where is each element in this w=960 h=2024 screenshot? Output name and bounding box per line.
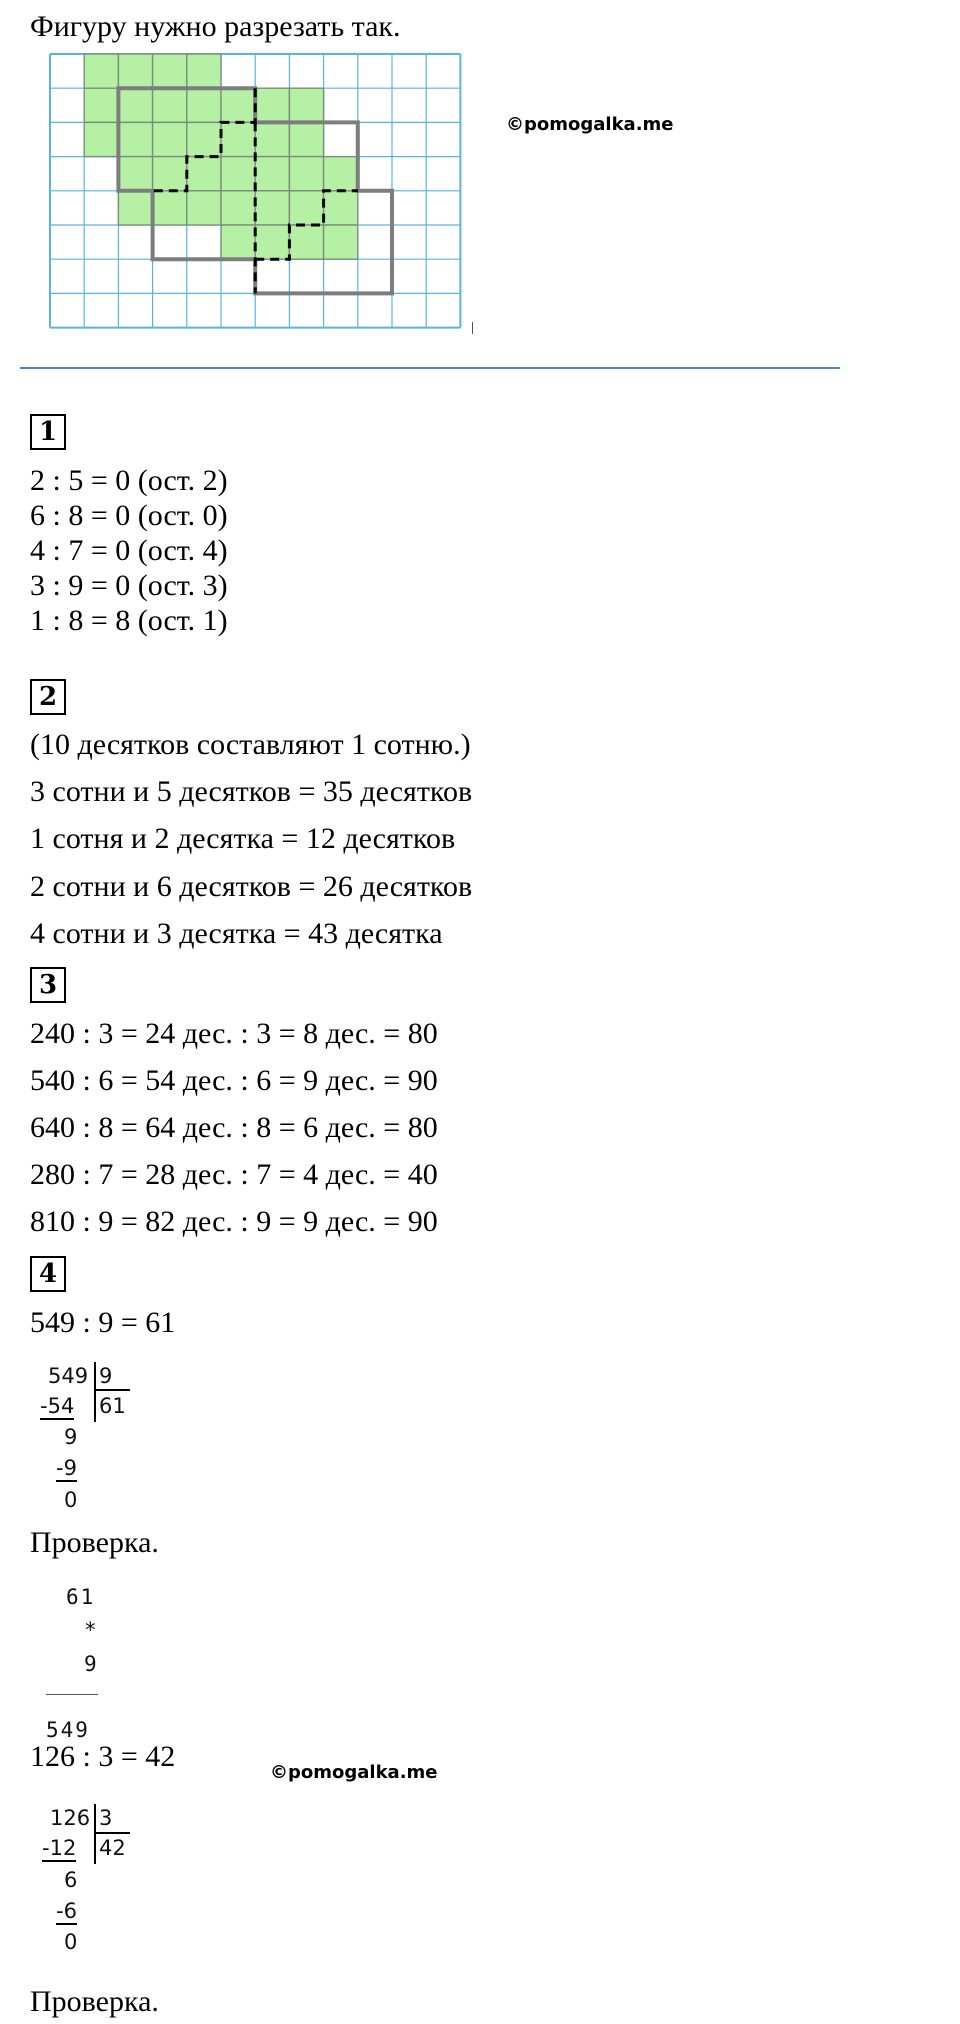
ld2-subtract-1: -12 xyxy=(42,1836,77,1860)
s1-line-1: 2 : 5 = 0 (ост. 2) xyxy=(30,464,228,497)
figure-cell xyxy=(289,88,323,122)
figure-cell xyxy=(118,157,152,191)
figure-cell xyxy=(289,191,323,225)
s1-line-4: 3 : 9 = 0 (ост. 3) xyxy=(30,569,228,602)
figure-cell xyxy=(324,225,358,259)
ld2-subtract-2: -6 xyxy=(56,1899,77,1923)
grid-figure xyxy=(48,52,468,342)
figure-cell xyxy=(153,122,187,156)
ld2-divisor-underline xyxy=(94,1832,130,1834)
watermark-top: ©pomogalka.me xyxy=(506,114,674,135)
figure-cell xyxy=(324,191,358,225)
figure-cell xyxy=(255,225,289,259)
figure-cell xyxy=(324,157,358,191)
section-number-3: 3 xyxy=(30,967,66,1003)
figure-cell xyxy=(153,191,187,225)
s2-line-1: (10 десятков составляют 1 сотню.) xyxy=(30,728,471,761)
check-operator: * xyxy=(84,1618,97,1642)
s4-check-label-1: Проверка. xyxy=(30,1526,159,1559)
figure-cell xyxy=(153,54,187,88)
s3-line-5: 810 : 9 = 82 дес. : 9 = 9 дес. = 90 xyxy=(30,1205,438,1238)
check-product: 549 xyxy=(46,1718,90,1742)
figure-cell xyxy=(255,88,289,122)
tick-mark xyxy=(472,322,473,334)
task-heading: Фигуру нужно разрезать так. xyxy=(30,10,401,43)
figure-cell xyxy=(255,191,289,225)
figure-cell xyxy=(187,54,221,88)
ld2-vertical-bar xyxy=(94,1804,96,1864)
figure-cell xyxy=(221,191,255,225)
figure-fill xyxy=(84,54,358,259)
check-factor-b: 9 xyxy=(84,1652,97,1676)
s2-line-4: 2 сотни и 6 десятков = 26 десятков xyxy=(30,870,473,903)
figure-cell xyxy=(84,88,118,122)
ld1-divisor-underline xyxy=(94,1389,130,1391)
figure-cell xyxy=(289,157,323,191)
s2-line-3: 1 сотня и 2 десятка = 12 десятков xyxy=(30,822,456,855)
figure-cell xyxy=(187,88,221,122)
s1-line-2: 6 : 8 = 0 (ост. 0) xyxy=(30,499,228,532)
s2-line-5: 4 сотни и 3 десятка = 43 десятка xyxy=(30,917,443,950)
section-number-2: 2 xyxy=(30,679,66,715)
figure-cell xyxy=(289,122,323,156)
figure-cell xyxy=(289,225,323,259)
ld1-remainder-1: 9 xyxy=(64,1425,78,1449)
ld1-quotient: 61 xyxy=(99,1394,126,1418)
s4-equation-2: 126 : 3 = 42 xyxy=(30,1740,176,1773)
ld2-remainder-1: 6 xyxy=(64,1868,78,1892)
figure-cell xyxy=(118,88,152,122)
figure-cell xyxy=(118,191,152,225)
section-number-1: 1 xyxy=(30,414,66,450)
check-line xyxy=(46,1694,98,1695)
figure-cell xyxy=(153,88,187,122)
s1-line-3: 4 : 7 = 0 (ост. 4) xyxy=(30,534,228,567)
s4-equation-1: 549 : 9 = 61 xyxy=(30,1306,176,1339)
figure-cell xyxy=(84,122,118,156)
s1-line-5: 1 : 8 = 8 (ост. 1) xyxy=(30,604,228,637)
figure-cell xyxy=(118,122,152,156)
s3-line-3: 640 : 8 = 64 дес. : 8 = 6 дес. = 80 xyxy=(30,1111,438,1144)
figure-cell xyxy=(187,191,221,225)
ld2-dividend: 126 xyxy=(50,1806,91,1830)
figure-cell xyxy=(118,54,152,88)
figure-cell xyxy=(84,54,118,88)
figure-cell xyxy=(221,88,255,122)
s3-line-2: 540 : 6 = 54 дес. : 6 = 9 дес. = 90 xyxy=(30,1064,438,1097)
ld2-quotient: 42 xyxy=(99,1836,126,1860)
figure-cell xyxy=(187,157,221,191)
ld1-divisor: 9 xyxy=(99,1364,113,1388)
ld1-vertical-bar xyxy=(94,1362,96,1422)
figure-cell xyxy=(187,122,221,156)
s4-check-label-2: Проверка. xyxy=(30,1985,159,2018)
s3-line-4: 280 : 7 = 28 дес. : 7 = 4 дес. = 40 xyxy=(30,1158,438,1191)
ld2-divisor: 3 xyxy=(99,1806,113,1830)
ld1-dividend: 549 xyxy=(48,1364,89,1388)
figure-cell xyxy=(255,157,289,191)
ld1-result: 0 xyxy=(64,1488,78,1512)
check-factor-a: 61 xyxy=(66,1585,96,1609)
watermark-bottom: ©pomogalka.me xyxy=(270,1762,438,1783)
s2-line-2: 3 сотни и 5 десятков = 35 десятков xyxy=(30,775,473,808)
figure-cell xyxy=(153,157,187,191)
figure-cell xyxy=(221,225,255,259)
section-number-4: 4 xyxy=(30,1256,66,1292)
s3-line-1: 240 : 3 = 24 дес. : 3 = 8 дес. = 80 xyxy=(30,1017,438,1050)
figure-cell xyxy=(255,122,289,156)
ld1-subtract-1: -54 xyxy=(40,1394,75,1418)
figure-cell xyxy=(221,157,255,191)
ld2-result: 0 xyxy=(64,1930,78,1954)
section-divider xyxy=(20,367,840,369)
ld1-subtract-2: -9 xyxy=(56,1456,77,1480)
figure-cell xyxy=(221,122,255,156)
